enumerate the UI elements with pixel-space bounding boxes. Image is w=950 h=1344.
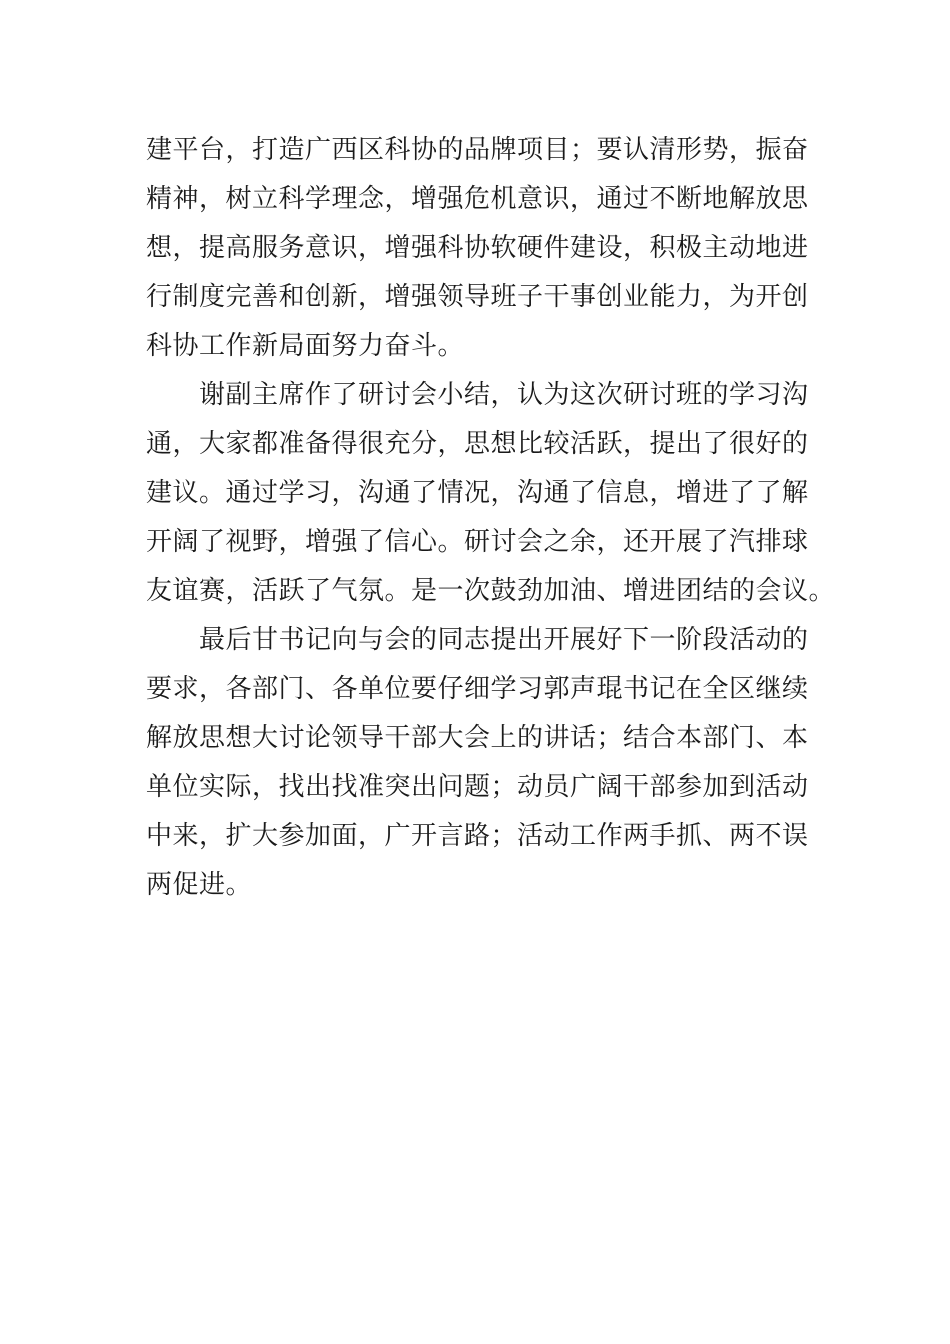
text-line: 开阔了视野，增强了信心。研讨会之余，还开展了汽排球 <box>146 527 809 557</box>
text-line: 精神，树立科学理念，增强危机意识，通过不断地解放思 <box>146 184 809 214</box>
text-line: 建平台，打造广西区科协的品牌项目；要认清形势，振奋 <box>146 135 809 165</box>
document-body <box>146 126 836 910</box>
text-line: 中来，扩大参加面，广开言路；活动工作两手抓、两不误 <box>146 821 809 851</box>
text-line: 单位实际，找出找准突出问题；动员广阔干部参加到活动 <box>146 772 809 802</box>
text-line: 解放思想大讨论领导干部大会上的讲话；结合本部门、本 <box>146 723 809 753</box>
text-line: 科协工作新局面努力奋斗。 <box>146 331 465 361</box>
text-line: 想，提高服务意识，增强科协软硬件建设，积极主动地进 <box>146 233 809 263</box>
text-line: 要求，各部门、各单位要仔细学习郭声琨书记在全区继续 <box>146 674 809 704</box>
text-line: 通，大家都准备得很充分，思想比较活跃，提出了很好的 <box>146 429 809 459</box>
text-line: 友谊赛，活跃了气氛。是一次鼓劲加油、增进团结的会议。 <box>146 576 836 606</box>
paragraph <box>146 371 836 616</box>
text-line: 最后甘书记向与会的同志提出开展好下一阶段活动的 <box>146 625 809 655</box>
text-line: 谢副主席作了研讨会小结，认为这次研讨班的学习沟 <box>146 380 809 410</box>
paragraph <box>146 616 811 910</box>
text-line: 两促进。 <box>146 870 253 900</box>
text-line: 建议。通过学习，沟通了情况，沟通了信息，增进了了解 <box>146 478 809 508</box>
paragraph <box>146 126 811 371</box>
text-line: 行制度完善和创新，增强领导班子干事创业能力，为开创 <box>146 282 809 312</box>
